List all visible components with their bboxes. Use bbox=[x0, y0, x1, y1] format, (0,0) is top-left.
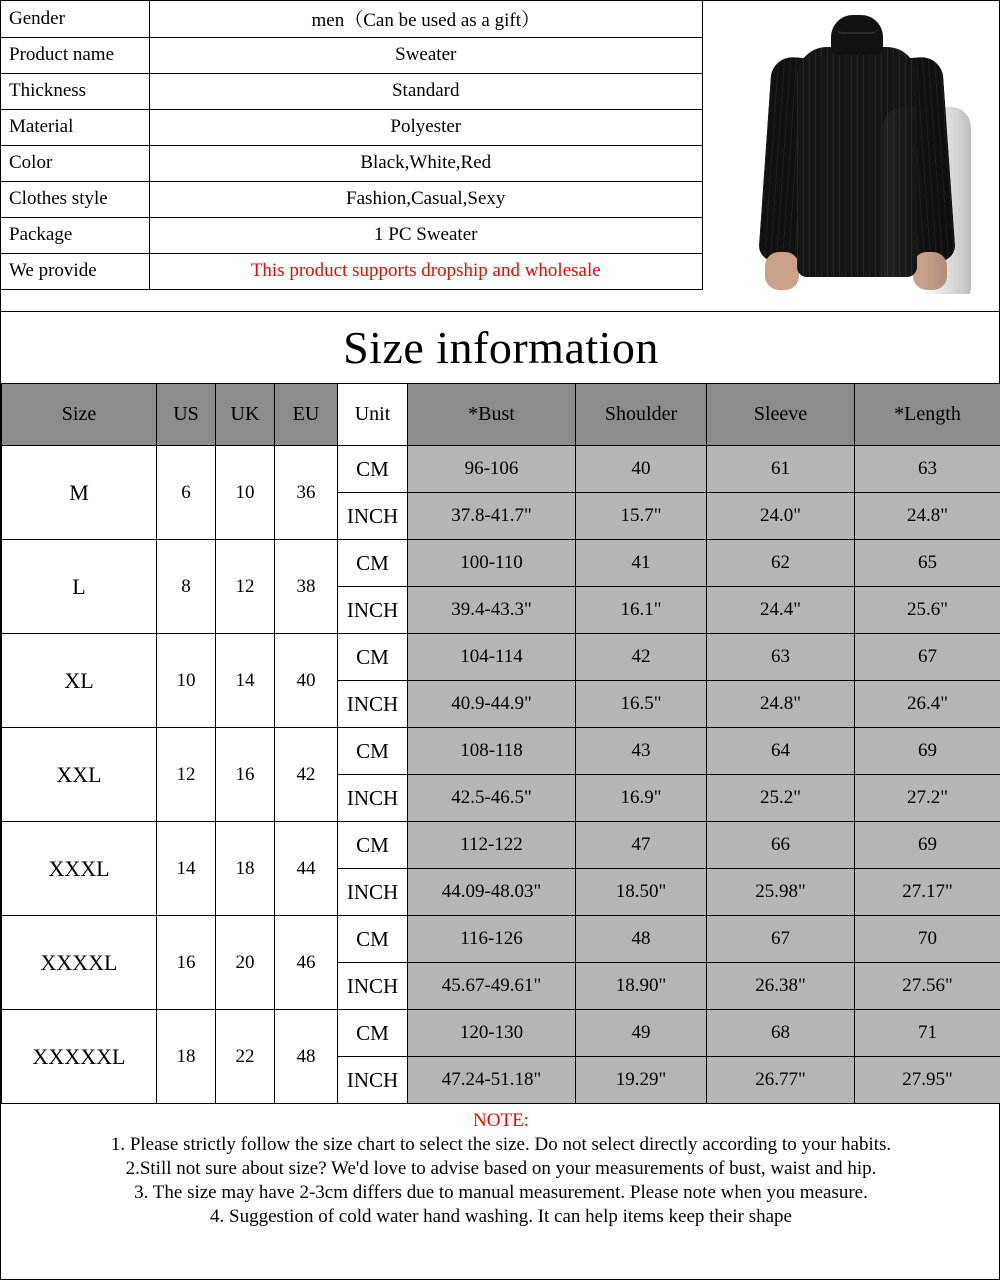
table-row bbox=[1, 73, 703, 109]
size-eu-m: 36 bbox=[275, 446, 338, 540]
spec-label-thickness: Thickness bbox=[1, 73, 149, 109]
header-length: *Length bbox=[855, 384, 1000, 446]
header-uk: UK bbox=[216, 384, 275, 446]
bust-cm-xl: 104-114 bbox=[408, 634, 576, 681]
sleeve-inch-xxxxl: 26.38" bbox=[707, 963, 855, 1010]
bust-cm-m: 96-106 bbox=[408, 446, 576, 493]
size-us-m: 6 bbox=[157, 446, 216, 540]
shoulder-inch-l: 16.1" bbox=[576, 587, 707, 634]
table-row bbox=[2, 822, 1000, 869]
shoulder-inch-xxxxxl: 19.29" bbox=[576, 1057, 707, 1104]
size-eu-xxxxl: 46 bbox=[275, 916, 338, 1010]
length-inch-xl: 26.4" bbox=[855, 681, 1000, 728]
unit-inch: INCH bbox=[338, 869, 408, 916]
sleeve-inch-l: 24.4" bbox=[707, 587, 855, 634]
product-info-section bbox=[1, 1, 1000, 311]
size-us-xxl: 12 bbox=[157, 728, 216, 822]
size-information-header bbox=[1, 311, 1000, 383]
table-row bbox=[2, 1010, 1000, 1057]
spec-label-product-name: Product name bbox=[1, 37, 149, 73]
length-cm-xxxxxl: 71 bbox=[855, 1010, 1000, 1057]
size-label-l: L bbox=[2, 540, 157, 634]
spec-value-material: Polyester bbox=[149, 109, 703, 145]
unit-cm: CM bbox=[338, 728, 408, 775]
size-uk-l: 12 bbox=[216, 540, 275, 634]
table-row bbox=[1, 217, 703, 253]
length-cm-xxxl: 69 bbox=[855, 822, 1000, 869]
shoulder-cm-xxl: 43 bbox=[576, 728, 707, 775]
sleeve-cm-xxxxl: 67 bbox=[707, 916, 855, 963]
spec-value-thickness: Standard bbox=[149, 73, 703, 109]
shoulder-inch-xxxl: 18.50" bbox=[576, 869, 707, 916]
size-uk-xxxxl: 20 bbox=[216, 916, 275, 1010]
size-label-xxl: XXL bbox=[2, 728, 157, 822]
length-inch-xxxxl: 27.56" bbox=[855, 963, 1000, 1010]
length-inch-l: 25.6" bbox=[855, 587, 1000, 634]
table-row bbox=[1, 1, 703, 37]
size-us-xxxl: 14 bbox=[157, 822, 216, 916]
bust-inch-xxl: 42.5-46.5" bbox=[408, 775, 576, 822]
size-chart-header-row bbox=[2, 384, 1000, 446]
spec-label-material: Material bbox=[1, 109, 149, 145]
unit-inch: INCH bbox=[338, 493, 408, 540]
size-label-xxxl: XXXL bbox=[2, 822, 157, 916]
bust-inch-xxxxxl: 47.24-51.18" bbox=[408, 1057, 576, 1104]
length-inch-xxl: 27.2" bbox=[855, 775, 1000, 822]
shoulder-cm-l: 41 bbox=[576, 540, 707, 587]
sleeve-cm-xl: 63 bbox=[707, 634, 855, 681]
table-row bbox=[2, 446, 1000, 493]
length-cm-l: 65 bbox=[855, 540, 1000, 587]
header-sleeve: Sleeve bbox=[707, 384, 855, 446]
model-turtleneck-collar bbox=[831, 15, 883, 55]
table-row bbox=[1, 181, 703, 217]
size-eu-xl: 40 bbox=[275, 634, 338, 728]
spec-label-package: Package bbox=[1, 217, 149, 253]
length-cm-xl: 67 bbox=[855, 634, 1000, 681]
sleeve-cm-xxxxxl: 68 bbox=[707, 1010, 855, 1057]
unit-cm: CM bbox=[338, 1010, 408, 1057]
notes-section bbox=[1, 1104, 1000, 1229]
unit-cm: CM bbox=[338, 446, 408, 493]
table-row bbox=[2, 540, 1000, 587]
length-cm-xxl: 69 bbox=[855, 728, 1000, 775]
spec-label-gender: Gender bbox=[1, 1, 149, 37]
shoulder-cm-m: 40 bbox=[576, 446, 707, 493]
product-photo-frame bbox=[727, 9, 977, 294]
size-uk-m: 10 bbox=[216, 446, 275, 540]
header-size: Size bbox=[2, 384, 157, 446]
shoulder-cm-xxxxxl: 49 bbox=[576, 1010, 707, 1057]
spec-value-package: 1 PC Sweater bbox=[149, 217, 703, 253]
sleeve-cm-xxxl: 66 bbox=[707, 822, 855, 869]
model-sweater-body bbox=[797, 47, 917, 277]
table-row bbox=[2, 634, 1000, 681]
header-eu: EU bbox=[275, 384, 338, 446]
header-us: US bbox=[157, 384, 216, 446]
bust-inch-m: 37.8-41.7" bbox=[408, 493, 576, 540]
size-uk-xxxxxl: 22 bbox=[216, 1010, 275, 1104]
bust-cm-xxl: 108-118 bbox=[408, 728, 576, 775]
spec-value-color: Black,White,Red bbox=[149, 145, 703, 181]
sleeve-cm-m: 61 bbox=[707, 446, 855, 493]
bust-inch-xxxxl: 45.67-49.61" bbox=[408, 963, 576, 1010]
shoulder-cm-xl: 42 bbox=[576, 634, 707, 681]
length-cm-m: 63 bbox=[855, 446, 1000, 493]
spec-value-we-provide: This product supports dropship and wholesale bbox=[149, 253, 703, 289]
unit-cm: CM bbox=[338, 916, 408, 963]
size-uk-xxxl: 18 bbox=[216, 822, 275, 916]
size-uk-xxl: 16 bbox=[216, 728, 275, 822]
shoulder-inch-m: 15.7" bbox=[576, 493, 707, 540]
table-row bbox=[2, 728, 1000, 775]
bust-inch-xl: 40.9-44.9" bbox=[408, 681, 576, 728]
size-us-l: 8 bbox=[157, 540, 216, 634]
shoulder-cm-xxxxl: 48 bbox=[576, 916, 707, 963]
spec-value-gender: men（Can be used as a gift） bbox=[149, 1, 703, 37]
spec-label-we-provide: We provide bbox=[1, 253, 149, 289]
sleeve-inch-xl: 24.8" bbox=[707, 681, 855, 728]
bust-inch-xxxl: 44.09-48.03" bbox=[408, 869, 576, 916]
bust-cm-xxxxxl: 120-130 bbox=[408, 1010, 576, 1057]
size-eu-xxxxxl: 48 bbox=[275, 1010, 338, 1104]
shoulder-cm-xxxl: 47 bbox=[576, 822, 707, 869]
unit-inch: INCH bbox=[338, 587, 408, 634]
note-line-4: 4. Suggestion of cold water hand washing. It can help items keep their shape bbox=[210, 1206, 792, 1227]
shoulder-inch-xxl: 16.9" bbox=[576, 775, 707, 822]
shoulder-inch-xxxxl: 18.90" bbox=[576, 963, 707, 1010]
unit-cm: CM bbox=[338, 822, 408, 869]
length-cm-xxxxl: 70 bbox=[855, 916, 1000, 963]
shoulder-inch-xl: 16.5" bbox=[576, 681, 707, 728]
sleeve-inch-xxl: 25.2" bbox=[707, 775, 855, 822]
sleeve-inch-xxxxxl: 26.77" bbox=[707, 1057, 855, 1104]
spec-value-clothes-style: Fashion,Casual,Sexy bbox=[149, 181, 703, 217]
table-row bbox=[1, 37, 703, 73]
size-chart-table bbox=[1, 383, 1000, 1104]
length-inch-xxxl: 27.17" bbox=[855, 869, 1000, 916]
unit-inch: INCH bbox=[338, 1057, 408, 1104]
size-label-xxxxxl: XXXXXL bbox=[2, 1010, 157, 1104]
size-label-xxxxl: XXXXL bbox=[2, 916, 157, 1010]
bust-cm-xxxl: 112-122 bbox=[408, 822, 576, 869]
bust-cm-l: 100-110 bbox=[408, 540, 576, 587]
size-us-xxxxl: 16 bbox=[157, 916, 216, 1010]
header-unit: Unit bbox=[338, 384, 408, 446]
table-row bbox=[1, 145, 703, 181]
spec-value-product-name: Sweater bbox=[149, 37, 703, 73]
note-line-3: 3. The size may have 2-3cm differs due to manual measurement. Please note when you measure. bbox=[134, 1182, 868, 1203]
model-left-hand bbox=[765, 252, 799, 290]
note-title: NOTE: bbox=[473, 1110, 529, 1131]
table-row bbox=[1, 109, 703, 145]
size-us-xxxxxl: 18 bbox=[157, 1010, 216, 1104]
table-row bbox=[2, 916, 1000, 963]
note-line-2: 2.Still not sure about size? We'd love to advise based on your measurements of bust, waist and hip. bbox=[125, 1158, 877, 1179]
model-fabric-shading bbox=[883, 107, 971, 294]
unit-cm: CM bbox=[338, 634, 408, 681]
size-uk-xl: 14 bbox=[216, 634, 275, 728]
unit-inch: INCH bbox=[338, 681, 408, 728]
length-inch-xxxxxl: 27.95" bbox=[855, 1057, 1000, 1104]
size-us-xl: 10 bbox=[157, 634, 216, 728]
header-shoulder: Shoulder bbox=[576, 384, 707, 446]
spec-label-clothes-style: Clothes style bbox=[1, 181, 149, 217]
size-eu-xxxl: 44 bbox=[275, 822, 338, 916]
length-inch-m: 24.8" bbox=[855, 493, 1000, 540]
table-row bbox=[1, 253, 703, 289]
size-eu-xxl: 42 bbox=[275, 728, 338, 822]
unit-inch: INCH bbox=[338, 963, 408, 1010]
specification-table bbox=[1, 1, 703, 290]
sleeve-inch-xxxl: 25.98" bbox=[707, 869, 855, 916]
sleeve-cm-xxl: 64 bbox=[707, 728, 855, 775]
size-eu-l: 38 bbox=[275, 540, 338, 634]
unit-cm: CM bbox=[338, 540, 408, 587]
spec-label-color: Color bbox=[1, 145, 149, 181]
unit-inch: INCH bbox=[338, 775, 408, 822]
page-title: Size information bbox=[343, 322, 659, 373]
size-label-m: M bbox=[2, 446, 157, 540]
bust-cm-xxxxl: 116-126 bbox=[408, 916, 576, 963]
header-bust: *Bust bbox=[408, 384, 576, 446]
bust-inch-l: 39.4-43.3" bbox=[408, 587, 576, 634]
note-line-1: 1. Please strictly follow the size chart to select the size. Do not select directly according to your habits. bbox=[110, 1134, 892, 1155]
sleeve-inch-m: 24.0" bbox=[707, 493, 855, 540]
sleeve-cm-l: 62 bbox=[707, 540, 855, 587]
size-label-xl: XL bbox=[2, 634, 157, 728]
product-photo bbox=[703, 1, 1000, 301]
sweater-model-illustration bbox=[727, 9, 977, 294]
